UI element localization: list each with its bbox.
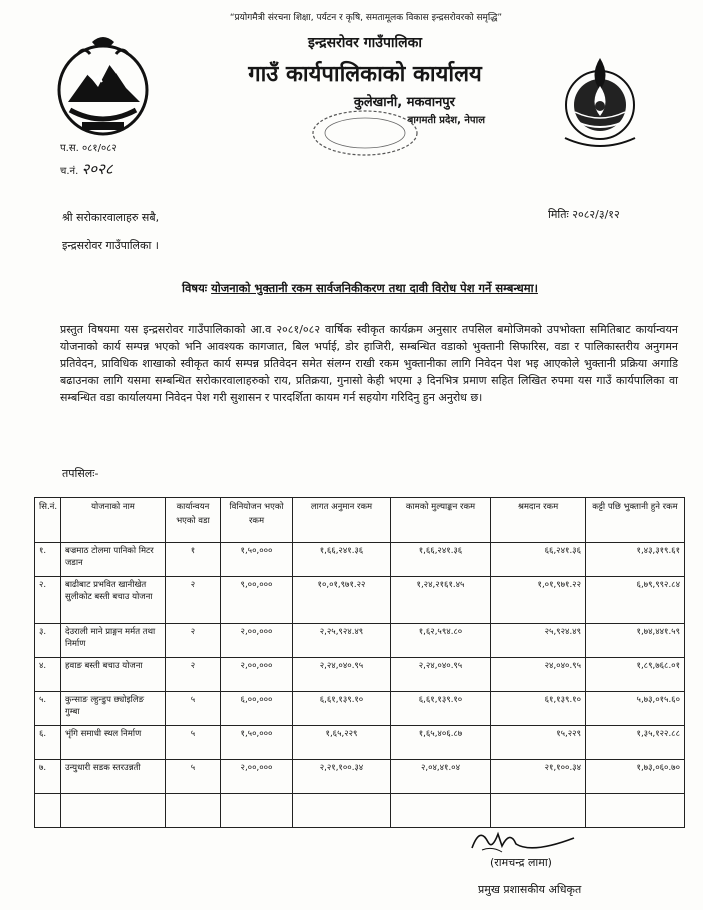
subject-text: योजनाको भुक्तानी रकम सार्वजनिकीकरण तथा दावी विरोध पेश गर्ने सम्बन्धमा। [211, 281, 538, 295]
table-cell: देउराली माने प्राङ्गन मर्मत तथा निर्माण [61, 624, 166, 658]
table-cell: ५ [166, 692, 221, 726]
table-cell: ५ [166, 726, 221, 760]
table-cell: १ [166, 543, 221, 577]
table-cell: १,६२,५९४.८० [391, 624, 491, 658]
table-header: सि.नं. [35, 498, 61, 543]
table-header: विनियोजन भएको रकम [221, 498, 293, 543]
signatory-title: प्रमुख प्रशासकीय अधिकृत [478, 883, 582, 896]
table-cell: २,००,००० [221, 658, 293, 692]
table-cell: ६,६१,१३९.१० [293, 692, 391, 726]
table-row [35, 760, 685, 794]
table-cell: १,५०,००० [221, 726, 293, 760]
table-cell: भृंगि समाधी स्थल निर्माण [61, 726, 166, 760]
table-cell: १,६६,२४१.३६ [391, 543, 491, 577]
table-cell: १,७४,४४१.५९ [586, 624, 685, 658]
table-cell [221, 794, 293, 828]
addressee-line-1: श्री सरोकारवालाहरु सबै, [62, 211, 160, 224]
table-cell: २. [35, 577, 61, 624]
table-cell: २ [166, 624, 221, 658]
table-row [35, 624, 685, 658]
table-row [35, 577, 685, 624]
nepal-emblem-logo [48, 32, 158, 142]
table-header: लागत अनुमान रकम [293, 498, 391, 543]
table-cell: १,६५,२२९ [293, 726, 391, 760]
office-location: कुलेखानी, मकवानपुर [353, 95, 455, 110]
table-cell: ७. [35, 760, 61, 794]
table-header: कट्टी पछि भुक्तानी हुने रकम [586, 498, 685, 543]
table-row [35, 658, 685, 692]
table-cell [166, 794, 221, 828]
table-cell: बाढीबाट प्रभवित खानीखेत सुलीकोट बस्ती बचाउ योजना [61, 577, 166, 624]
table-cell: ५ [166, 760, 221, 794]
subject-label: विषयः [182, 281, 208, 295]
municipality-logo [545, 50, 655, 160]
table-header-row [35, 498, 685, 543]
cn-number [60, 159, 113, 179]
table-cell: २१,१००.३४ [491, 760, 586, 794]
table-cell: कुन्साङ ल्हुन्डुप छ्योइलिङ गुम्बा [61, 692, 166, 726]
table-row [35, 726, 685, 760]
table-cell: १,०१,९७१.२२ [491, 577, 586, 624]
signatory-name: (रामचन्द्र लामा) [490, 856, 552, 869]
table-cell: ५,७३,०१५.६० [586, 692, 685, 726]
table-cell: २५,९२४.४९ [491, 624, 586, 658]
table-cell: ४. [35, 658, 61, 692]
table-cell: १,६६,२४१.३६ [293, 543, 391, 577]
table-cell: ६. [35, 726, 61, 760]
ps-number: प.स. ०८१/०८२ [60, 143, 117, 154]
table-cell: २,२४,०४०.९५ [391, 658, 491, 692]
letter-date: मितिः २०८२/३/१२ [548, 208, 620, 221]
table-cell: १,२४,२१६१.४५ [391, 577, 491, 624]
cn-value: २०२८ [81, 160, 113, 178]
table-cell: २,२४,०४०.९५ [293, 658, 391, 692]
table-cell [35, 794, 61, 828]
table-cell: ६१,१३९.१० [491, 692, 586, 726]
table-cell: १,७३,०६०.७० [586, 760, 685, 794]
table-cell: ९,००,००० [221, 577, 293, 624]
table-header: कार्यान्वयन भएको वडा [166, 498, 221, 543]
handwritten-signature [462, 820, 582, 860]
office-stamp [310, 108, 420, 158]
table-cell: ६,००,००० [221, 692, 293, 726]
cn-label: च.नं. [60, 166, 79, 177]
table-cell: २,०४,४१.०४ [391, 760, 491, 794]
table-cell: हवाङ बस्ती बचाउ योजना [61, 658, 166, 692]
table-header: श्रमदान रकम [491, 498, 586, 543]
table-cell: १,५०,००० [221, 543, 293, 577]
office-name: गाउँ कार्यपालिकाको कार्यालय [248, 62, 482, 87]
table-cell: १,४३,३१९.६१ [586, 543, 685, 577]
table-cell: ६६,२४१.३६ [491, 543, 586, 577]
table-row [35, 543, 685, 577]
table-cell: १०,०१,९७१.२२ [293, 577, 391, 624]
table-cell [61, 794, 166, 828]
table-cell: १,६५,४०६.८७ [391, 726, 491, 760]
table-cell: २४,०४०.९५ [491, 658, 586, 692]
table-cell: बज्रमाठ टोलमा पानिको मिटर जडान [61, 543, 166, 577]
table-cell: २,००,००० [221, 624, 293, 658]
table-cell: १,३५,१२२.८८ [586, 726, 685, 760]
table-cell: उन्युधारी सडक स्तरउन्नती [61, 760, 166, 794]
body-paragraph: प्रस्तुत विषयमा यस इन्द्रसरोवर गाउँपालिकाको आ.व २०८१/०८२ वार्षिक स्वीकृत कार्यक्रम अनुसार तपसिल बमोजिमको उपभोक्ता समितिबाट कार्यान्वयन योजनाको कार्य सम्पन्न भएको भनि आवश्यक कागजात, बिल भर्पाई, डोर हाजिरी, सम्बन्धित वडाको भुक्तानी सिफारिस, वडा र पालिकास्तरीय अनुगमन प्रतिवेदन, प्राविधिक शाखाको स्वीकृत कार्य सम्पन्न प्रतिवेदन समेत संलग्न राखी रकम भुक्तानीका लागि निवेदन पेश भइ आएकोले भुक्तानी प्रक्रिया अगाडि बढाउनका लागि यसमा सम्बन्धित सरोकारवालाहरुको राय, प्रतिक्रया, गुनासो केही भएमा ३ दिनभित्र प्रमाण सहित लिखित रुपमा यस गाउँ कार्यपालिका वा सम्बन्धित वडा कार्यालयमा निवेदन पेश गरी सुशासन र पारदर्शिता कायम गर्न सहयोग गरिदिनु हुन अनुरोध छ। [60, 323, 678, 404]
table-row [35, 692, 685, 726]
table-cell: २,००,००० [221, 760, 293, 794]
addressee-line-2: इन्द्रसरोवर गाउँपालिका । [62, 239, 159, 252]
municipality-name: इन्द्रसरोवर गाउँपालिका [307, 35, 423, 51]
subject-line [60, 281, 660, 296]
table-cell: २,२१,१००.३४ [293, 760, 391, 794]
table-cell: १. [35, 543, 61, 577]
table-header: कामको मुल्याङ्कन रकम [391, 498, 491, 543]
table-cell: २ [166, 658, 221, 692]
tagline: “प्रयोगमैत्री संरचना शिक्षा, पर्यटन र कृषि, समतामूलक विकास इन्द्रसरोवरको समृद्धि” [229, 13, 503, 23]
table-cell: ६,६१,१३९.१० [391, 692, 491, 726]
table-row-blank [35, 794, 685, 828]
table-cell: ३. [35, 624, 61, 658]
table-cell: ५. [35, 692, 61, 726]
table-cell: १,८९,७६८.०१ [586, 658, 685, 692]
table-cell: २ [166, 577, 221, 624]
table-cell [586, 794, 685, 828]
table-cell: २,२५,९२४.४९ [293, 624, 391, 658]
table-cell: १५,२२९ [491, 726, 586, 760]
table-cell: ६,७९,९९२.८४ [586, 577, 685, 624]
table-header: योजनाको नाम [61, 498, 166, 543]
table-cell [293, 794, 391, 828]
project-payment-table [34, 497, 685, 828]
tapsil-label: तपसिलः- [62, 467, 99, 480]
office-province: बागमती प्रदेश, नेपाल [407, 115, 485, 126]
